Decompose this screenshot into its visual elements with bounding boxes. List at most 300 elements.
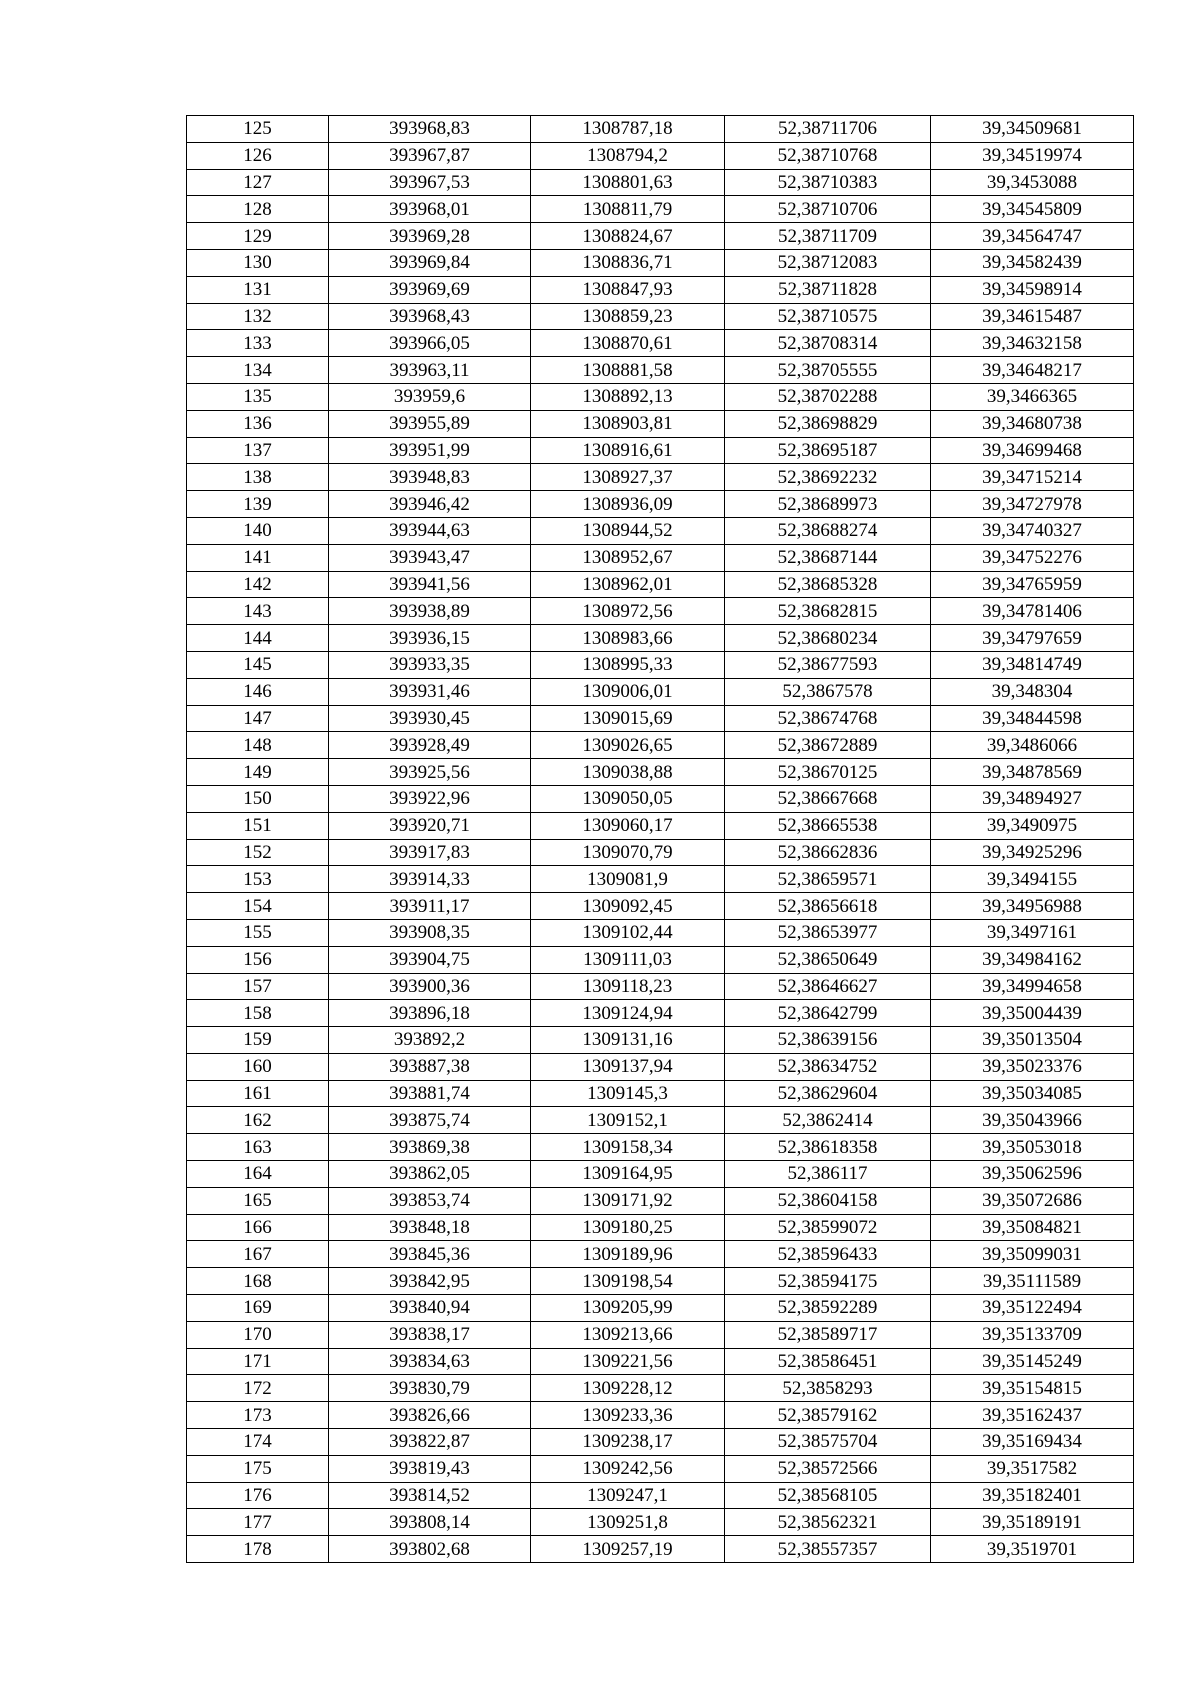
latitude-cell: 52,38674768 [725,705,931,732]
table-row [187,1000,1134,1027]
point-number-cell: 170 [187,1321,329,1348]
y-coordinate-cell: 1308952,67 [531,544,725,571]
longitude-cell: 39,34956988 [931,893,1134,920]
y-coordinate-cell: 1308870,61 [531,330,725,357]
point-number-cell: 158 [187,1000,329,1027]
latitude-cell: 52,38662836 [725,839,931,866]
y-coordinate-cell: 1309233,36 [531,1402,725,1429]
latitude-cell: 52,38653977 [725,919,931,946]
x-coordinate-cell: 393881,74 [329,1080,531,1107]
point-number-cell: 161 [187,1080,329,1107]
point-number-cell: 146 [187,678,329,705]
x-coordinate-cell: 393830,79 [329,1375,531,1402]
longitude-cell: 39,34598914 [931,276,1134,303]
longitude-cell: 39,35169434 [931,1429,1134,1456]
y-coordinate-cell: 1308903,81 [531,410,725,437]
y-coordinate-cell: 1309081,9 [531,866,725,893]
table-row [187,732,1134,759]
point-number-cell: 164 [187,1161,329,1188]
point-number-cell: 177 [187,1509,329,1536]
table-row [187,866,1134,893]
latitude-cell: 52,38689973 [725,491,931,518]
latitude-cell: 52,38659571 [725,866,931,893]
point-number-cell: 152 [187,839,329,866]
table-row [187,116,1134,143]
table-row [187,169,1134,196]
point-number-cell: 135 [187,383,329,410]
x-coordinate-cell: 393845,36 [329,1241,531,1268]
table-row [187,678,1134,705]
y-coordinate-cell: 1309102,44 [531,919,725,946]
table-row [187,625,1134,652]
longitude-cell: 39,34727978 [931,491,1134,518]
point-number-cell: 133 [187,330,329,357]
x-coordinate-cell: 393900,36 [329,973,531,1000]
x-coordinate-cell: 393968,43 [329,303,531,330]
latitude-cell: 52,38692232 [725,464,931,491]
x-coordinate-cell: 393920,71 [329,812,531,839]
y-coordinate-cell: 1309015,69 [531,705,725,732]
y-coordinate-cell: 1309118,23 [531,973,725,1000]
x-coordinate-cell: 393819,43 [329,1455,531,1482]
y-coordinate-cell: 1308916,61 [531,437,725,464]
x-coordinate-cell: 393968,83 [329,116,531,143]
longitude-cell: 39,3519701 [931,1536,1134,1563]
latitude-cell: 52,38568105 [725,1482,931,1509]
longitude-cell: 39,34894927 [931,785,1134,812]
latitude-cell: 52,38711706 [725,116,931,143]
x-coordinate-cell: 393869,38 [329,1134,531,1161]
longitude-cell: 39,35099031 [931,1241,1134,1268]
x-coordinate-cell: 393967,87 [329,142,531,169]
x-coordinate-cell: 393931,46 [329,678,531,705]
table-row [187,1134,1134,1161]
latitude-cell: 52,38634752 [725,1053,931,1080]
y-coordinate-cell: 1308824,67 [531,223,725,250]
latitude-cell: 52,386117 [725,1161,931,1188]
table-row [187,1348,1134,1375]
latitude-cell: 52,38639156 [725,1027,931,1054]
x-coordinate-cell: 393948,83 [329,464,531,491]
point-number-cell: 154 [187,893,329,920]
latitude-cell: 52,38708314 [725,330,931,357]
longitude-cell: 39,35023376 [931,1053,1134,1080]
table-row [187,1161,1134,1188]
table-row [187,1080,1134,1107]
y-coordinate-cell: 1309180,25 [531,1214,725,1241]
latitude-cell: 52,38572566 [725,1455,931,1482]
latitude-cell: 52,38599072 [725,1214,931,1241]
point-number-cell: 162 [187,1107,329,1134]
y-coordinate-cell: 1309164,95 [531,1161,725,1188]
x-coordinate-cell: 393802,68 [329,1536,531,1563]
x-coordinate-cell: 393896,18 [329,1000,531,1027]
table-row [187,223,1134,250]
y-coordinate-cell: 1308794,2 [531,142,725,169]
longitude-cell: 39,35004439 [931,1000,1134,1027]
longitude-cell: 39,35043966 [931,1107,1134,1134]
x-coordinate-cell: 393969,84 [329,249,531,276]
longitude-cell: 39,35122494 [931,1295,1134,1322]
table-row [187,705,1134,732]
x-coordinate-cell: 393969,28 [329,223,531,250]
longitude-cell: 39,34797659 [931,625,1134,652]
point-number-cell: 165 [187,1187,329,1214]
point-number-cell: 169 [187,1295,329,1322]
x-coordinate-cell: 393840,94 [329,1295,531,1322]
y-coordinate-cell: 1308962,01 [531,571,725,598]
y-coordinate-cell: 1309111,03 [531,946,725,973]
longitude-cell: 39,34699468 [931,437,1134,464]
latitude-cell: 52,38680234 [725,625,931,652]
latitude-cell: 52,38594175 [725,1268,931,1295]
x-coordinate-cell: 393928,49 [329,732,531,759]
y-coordinate-cell: 1309238,17 [531,1429,725,1456]
table-row [187,196,1134,223]
y-coordinate-cell: 1309026,65 [531,732,725,759]
longitude-cell: 39,34994658 [931,973,1134,1000]
point-number-cell: 129 [187,223,329,250]
point-number-cell: 137 [187,437,329,464]
y-coordinate-cell: 1309171,92 [531,1187,725,1214]
y-coordinate-cell: 1308881,58 [531,357,725,384]
y-coordinate-cell: 1308995,33 [531,651,725,678]
x-coordinate-cell: 393943,47 [329,544,531,571]
x-coordinate-cell: 393936,15 [329,625,531,652]
table-row [187,464,1134,491]
latitude-cell: 52,38596433 [725,1241,931,1268]
point-number-cell: 132 [187,303,329,330]
point-number-cell: 134 [187,357,329,384]
table-row [187,1402,1134,1429]
longitude-cell: 39,34765959 [931,571,1134,598]
latitude-cell: 52,3867578 [725,678,931,705]
longitude-cell: 39,34752276 [931,544,1134,571]
y-coordinate-cell: 1309038,88 [531,759,725,786]
longitude-cell: 39,3497161 [931,919,1134,946]
longitude-cell: 39,34844598 [931,705,1134,732]
longitude-cell: 39,34632158 [931,330,1134,357]
table-row [187,330,1134,357]
x-coordinate-cell: 393826,66 [329,1402,531,1429]
table-row [187,1027,1134,1054]
y-coordinate-cell: 1309247,1 [531,1482,725,1509]
point-number-cell: 136 [187,410,329,437]
x-coordinate-cell: 393914,33 [329,866,531,893]
point-number-cell: 147 [187,705,329,732]
point-number-cell: 125 [187,116,329,143]
table-row [187,1429,1134,1456]
y-coordinate-cell: 1309189,96 [531,1241,725,1268]
latitude-cell: 52,38712083 [725,249,931,276]
x-coordinate-cell: 393963,11 [329,357,531,384]
point-number-cell: 173 [187,1402,329,1429]
longitude-cell: 39,35072686 [931,1187,1134,1214]
latitude-cell: 52,38665538 [725,812,931,839]
latitude-cell: 52,38710383 [725,169,931,196]
table-row [187,812,1134,839]
y-coordinate-cell: 1309257,19 [531,1536,725,1563]
longitude-cell: 39,3466365 [931,383,1134,410]
table-row [187,1455,1134,1482]
x-coordinate-cell: 393951,99 [329,437,531,464]
latitude-cell: 52,38562321 [725,1509,931,1536]
x-coordinate-cell: 393808,14 [329,1509,531,1536]
table-row [187,785,1134,812]
latitude-cell: 52,38642799 [725,1000,931,1027]
point-number-cell: 145 [187,651,329,678]
table-row [187,1321,1134,1348]
y-coordinate-cell: 1309131,16 [531,1027,725,1054]
point-number-cell: 174 [187,1429,329,1456]
x-coordinate-cell: 393822,87 [329,1429,531,1456]
table-row [187,276,1134,303]
x-coordinate-cell: 393941,56 [329,571,531,598]
table-row [187,1375,1134,1402]
longitude-cell: 39,3453088 [931,169,1134,196]
point-number-cell: 140 [187,517,329,544]
table-row [187,1536,1134,1563]
x-coordinate-cell: 393922,96 [329,785,531,812]
x-coordinate-cell: 393938,89 [329,598,531,625]
x-coordinate-cell: 393955,89 [329,410,531,437]
table-row [187,571,1134,598]
latitude-cell: 52,38656618 [725,893,931,920]
latitude-cell: 52,38646627 [725,973,931,1000]
y-coordinate-cell: 1308801,63 [531,169,725,196]
x-coordinate-cell: 393834,63 [329,1348,531,1375]
point-number-cell: 139 [187,491,329,518]
point-number-cell: 175 [187,1455,329,1482]
x-coordinate-cell: 393848,18 [329,1214,531,1241]
latitude-cell: 52,38677593 [725,651,931,678]
x-coordinate-cell: 393944,63 [329,517,531,544]
longitude-cell: 39,35145249 [931,1348,1134,1375]
longitude-cell: 39,34519974 [931,142,1134,169]
latitude-cell: 52,38705555 [725,357,931,384]
table-row [187,1053,1134,1080]
point-number-cell: 171 [187,1348,329,1375]
longitude-cell: 39,35154815 [931,1375,1134,1402]
x-coordinate-cell: 393908,35 [329,919,531,946]
y-coordinate-cell: 1309213,66 [531,1321,725,1348]
y-coordinate-cell: 1308936,09 [531,491,725,518]
longitude-cell: 39,35062596 [931,1161,1134,1188]
table-row [187,1295,1134,1322]
y-coordinate-cell: 1308847,93 [531,276,725,303]
table-row [187,437,1134,464]
x-coordinate-cell: 393917,83 [329,839,531,866]
y-coordinate-cell: 1309124,94 [531,1000,725,1027]
table-row [187,919,1134,946]
point-number-cell: 143 [187,598,329,625]
latitude-cell: 52,38710575 [725,303,931,330]
coordinates-table-body [187,116,1134,1563]
longitude-cell: 39,348304 [931,678,1134,705]
table-row [187,410,1134,437]
x-coordinate-cell: 393862,05 [329,1161,531,1188]
latitude-cell: 52,38629604 [725,1080,931,1107]
latitude-cell: 52,38589717 [725,1321,931,1348]
latitude-cell: 52,38685328 [725,571,931,598]
x-coordinate-cell: 393925,56 [329,759,531,786]
table-row [187,1214,1134,1241]
longitude-cell: 39,3494155 [931,866,1134,893]
y-coordinate-cell: 1309152,1 [531,1107,725,1134]
y-coordinate-cell: 1309251,8 [531,1509,725,1536]
y-coordinate-cell: 1308892,13 [531,383,725,410]
longitude-cell: 39,34715214 [931,464,1134,491]
x-coordinate-cell: 393904,75 [329,946,531,973]
point-number-cell: 176 [187,1482,329,1509]
x-coordinate-cell: 393969,69 [329,276,531,303]
y-coordinate-cell: 1308787,18 [531,116,725,143]
latitude-cell: 52,38688274 [725,517,931,544]
coordinates-table [186,115,1134,1563]
x-coordinate-cell: 393946,42 [329,491,531,518]
point-number-cell: 166 [187,1214,329,1241]
longitude-cell: 39,3517582 [931,1455,1134,1482]
latitude-cell: 52,38710706 [725,196,931,223]
y-coordinate-cell: 1309205,99 [531,1295,725,1322]
longitude-cell: 39,3490975 [931,812,1134,839]
point-number-cell: 141 [187,544,329,571]
y-coordinate-cell: 1309070,79 [531,839,725,866]
point-number-cell: 156 [187,946,329,973]
table-row [187,1509,1134,1536]
latitude-cell: 52,38586451 [725,1348,931,1375]
longitude-cell: 39,34878569 [931,759,1134,786]
latitude-cell: 52,38604158 [725,1187,931,1214]
table-row [187,1241,1134,1268]
latitude-cell: 52,38711828 [725,276,931,303]
point-number-cell: 159 [187,1027,329,1054]
longitude-cell: 39,35182401 [931,1482,1134,1509]
longitude-cell: 39,35111589 [931,1268,1134,1295]
longitude-cell: 39,35034085 [931,1080,1134,1107]
longitude-cell: 39,34545809 [931,196,1134,223]
latitude-cell: 52,38711709 [725,223,931,250]
point-number-cell: 150 [187,785,329,812]
x-coordinate-cell: 393933,35 [329,651,531,678]
x-coordinate-cell: 393814,52 [329,1482,531,1509]
longitude-cell: 39,35133709 [931,1321,1134,1348]
latitude-cell: 52,38687144 [725,544,931,571]
latitude-cell: 52,38575704 [725,1429,931,1456]
y-coordinate-cell: 1309242,56 [531,1455,725,1482]
table-row [187,893,1134,920]
point-number-cell: 153 [187,866,329,893]
longitude-cell: 39,34564747 [931,223,1134,250]
table-row [187,973,1134,1000]
table-row [187,598,1134,625]
y-coordinate-cell: 1308927,37 [531,464,725,491]
table-row [187,946,1134,973]
x-coordinate-cell: 393959,6 [329,383,531,410]
latitude-cell: 52,38592289 [725,1295,931,1322]
table-row [187,759,1134,786]
point-number-cell: 128 [187,196,329,223]
point-number-cell: 127 [187,169,329,196]
x-coordinate-cell: 393911,17 [329,893,531,920]
longitude-cell: 39,34509681 [931,116,1134,143]
y-coordinate-cell: 1309198,54 [531,1268,725,1295]
latitude-cell: 52,38682815 [725,598,931,625]
x-coordinate-cell: 393930,45 [329,705,531,732]
latitude-cell: 52,38618358 [725,1134,931,1161]
y-coordinate-cell: 1308983,66 [531,625,725,652]
x-coordinate-cell: 393967,53 [329,169,531,196]
y-coordinate-cell: 1309137,94 [531,1053,725,1080]
table-row [187,357,1134,384]
y-coordinate-cell: 1308859,23 [531,303,725,330]
table-row [187,142,1134,169]
point-number-cell: 151 [187,812,329,839]
longitude-cell: 39,34582439 [931,249,1134,276]
table-row [187,383,1134,410]
point-number-cell: 172 [187,1375,329,1402]
point-number-cell: 163 [187,1134,329,1161]
latitude-cell: 52,3862414 [725,1107,931,1134]
point-number-cell: 130 [187,249,329,276]
table-row [187,517,1134,544]
latitude-cell: 52,38702288 [725,383,931,410]
y-coordinate-cell: 1309221,56 [531,1348,725,1375]
latitude-cell: 52,38557357 [725,1536,931,1563]
table-row [187,1107,1134,1134]
latitude-cell: 52,38672889 [725,732,931,759]
longitude-cell: 39,34615487 [931,303,1134,330]
point-number-cell: 142 [187,571,329,598]
y-coordinate-cell: 1308811,79 [531,196,725,223]
y-coordinate-cell: 1309092,45 [531,893,725,920]
longitude-cell: 39,34648217 [931,357,1134,384]
longitude-cell: 39,35084821 [931,1214,1134,1241]
x-coordinate-cell: 393853,74 [329,1187,531,1214]
table-row [187,1187,1134,1214]
x-coordinate-cell: 393887,38 [329,1053,531,1080]
latitude-cell: 52,38695187 [725,437,931,464]
y-coordinate-cell: 1309060,17 [531,812,725,839]
longitude-cell: 39,34680738 [931,410,1134,437]
y-coordinate-cell: 1308972,56 [531,598,725,625]
y-coordinate-cell: 1308944,52 [531,517,725,544]
table-row [187,1482,1134,1509]
x-coordinate-cell: 393842,95 [329,1268,531,1295]
longitude-cell: 39,35013504 [931,1027,1134,1054]
table-row [187,651,1134,678]
table-row [187,491,1134,518]
latitude-cell: 52,38650649 [725,946,931,973]
table-row [187,839,1134,866]
y-coordinate-cell: 1309006,01 [531,678,725,705]
y-coordinate-cell: 1309145,3 [531,1080,725,1107]
point-number-cell: 144 [187,625,329,652]
y-coordinate-cell: 1309228,12 [531,1375,725,1402]
point-number-cell: 155 [187,919,329,946]
point-number-cell: 149 [187,759,329,786]
longitude-cell: 39,34925296 [931,839,1134,866]
longitude-cell: 39,35162437 [931,1402,1134,1429]
point-number-cell: 178 [187,1536,329,1563]
table-row [187,303,1134,330]
point-number-cell: 160 [187,1053,329,1080]
latitude-cell: 52,38667668 [725,785,931,812]
table-row [187,544,1134,571]
longitude-cell: 39,35053018 [931,1134,1134,1161]
point-number-cell: 167 [187,1241,329,1268]
y-coordinate-cell: 1309050,05 [531,785,725,812]
